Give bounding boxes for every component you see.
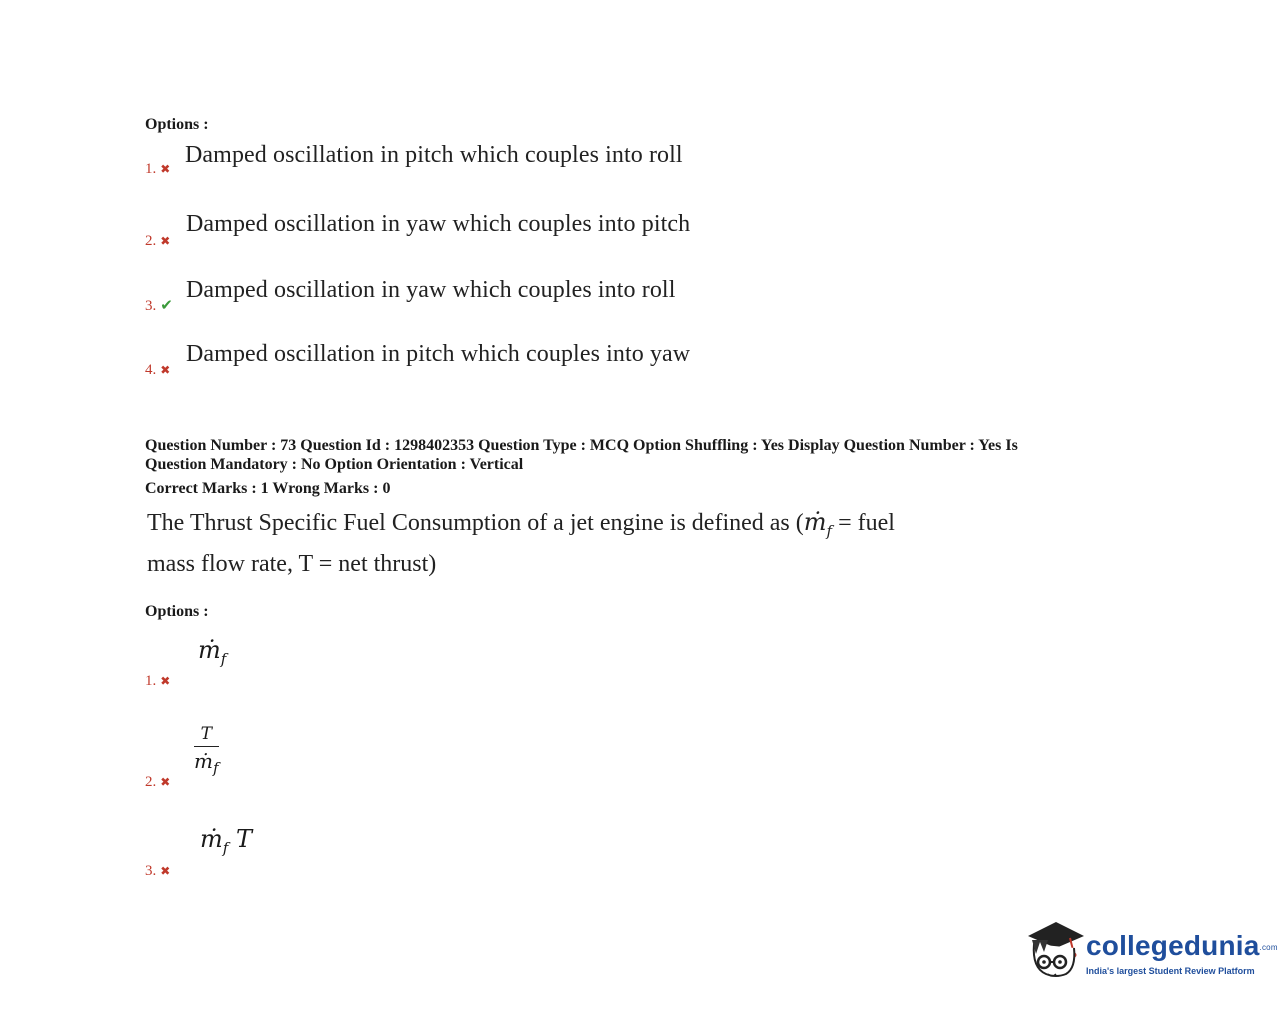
option-formula[interactable]: ṁ$_f$ bbox=[198, 636, 227, 668]
math-symbol: ṁ$_f$ bbox=[803, 508, 833, 540]
options-label: Options : bbox=[145, 116, 209, 133]
wrong-mark-icon: ✖ bbox=[160, 674, 171, 688]
logo-suffix: .com bbox=[1259, 943, 1278, 953]
mascot-icon bbox=[1024, 918, 1086, 988]
option-number bbox=[145, 773, 170, 791]
option-number bbox=[145, 361, 170, 379]
check-mark-icon: ✔ bbox=[160, 298, 173, 314]
option-number bbox=[145, 296, 173, 315]
wrong-mark-icon: ✖ bbox=[160, 162, 171, 176]
options-label: Options : bbox=[145, 603, 209, 620]
fraction-denominator: ṁ$_f$ bbox=[194, 749, 219, 777]
wrong-mark-icon: ✖ bbox=[160, 864, 171, 878]
logo-tagline: India's largest Student Review Platform bbox=[1086, 966, 1255, 976]
option-number bbox=[145, 862, 170, 880]
option-index: 2. bbox=[145, 774, 157, 790]
question-text-part: = fuel bbox=[832, 510, 895, 536]
marks-info: Correct Marks : 1 Wrong Marks : 0 bbox=[145, 480, 391, 497]
question-meta bbox=[145, 436, 1145, 474]
option-index: 1. bbox=[145, 161, 157, 177]
option-index: 3. bbox=[145, 298, 157, 314]
option-text[interactable]: Damped oscillation in yaw which couples into roll bbox=[186, 277, 676, 303]
option-text[interactable]: Damped oscillation in pitch which couples into yaw bbox=[186, 341, 691, 367]
option-number bbox=[145, 160, 170, 178]
question-text bbox=[147, 508, 895, 540]
option-number bbox=[145, 232, 170, 250]
question-meta-line: Question Number : 73 Question Id : 1298402353 Question Type : MCQ Option Shuffling : Yes Display Question Number : Yes Is bbox=[145, 437, 1018, 454]
option-formula-fraction[interactable] bbox=[194, 724, 219, 777]
option-formula[interactable]: ṁ$_f$ T bbox=[200, 825, 252, 857]
wrong-mark-icon: ✖ bbox=[160, 775, 171, 789]
wrong-mark-icon: ✖ bbox=[160, 234, 171, 248]
option-text[interactable]: Damped oscillation in yaw which couples into pitch bbox=[186, 211, 691, 237]
question-meta-line: Question Mandatory : No Option Orientation : Vertical bbox=[145, 456, 524, 473]
wrong-mark-icon: ✖ bbox=[160, 363, 171, 377]
option-index: 3. bbox=[145, 863, 157, 879]
option-text[interactable]: Damped oscillation in pitch which couples into roll bbox=[185, 142, 683, 168]
question-text-part: The Thrust Specific Fuel Consumption of a jet engine is defined as ( bbox=[147, 510, 804, 536]
option-index: 4. bbox=[145, 362, 157, 378]
question-text-line2: mass flow rate, T = net thrust) bbox=[147, 551, 437, 577]
fraction-numerator: T bbox=[194, 724, 219, 747]
option-number bbox=[145, 672, 170, 690]
option-index: 1. bbox=[145, 673, 157, 689]
logo-wordmark: collegedunia.com bbox=[1086, 930, 1278, 961]
option-index: 2. bbox=[145, 233, 157, 249]
collegedunia-logo[interactable] bbox=[1024, 918, 1278, 990]
